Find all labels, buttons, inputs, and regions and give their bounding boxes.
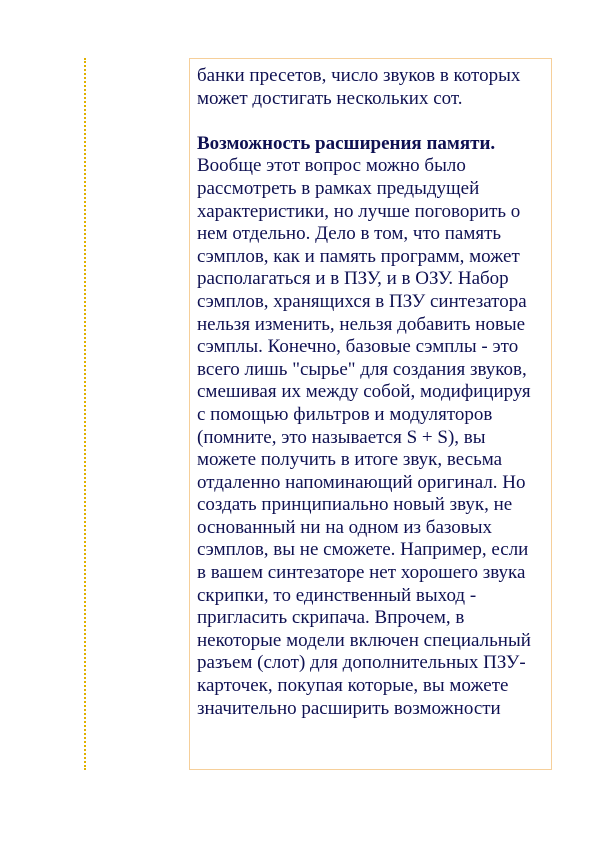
text-line: характеристики, но лучше поговорить о <box>197 200 521 222</box>
text-line: некоторые модели включен специальный <box>197 629 531 651</box>
text-line: сэмплов, как и память программ, может <box>197 245 520 267</box>
intro-paragraph <box>197 65 545 110</box>
text-line: скрипки, то единственный выход - <box>197 584 477 606</box>
text-line: нельзя изменить, нельзя добавить новые <box>197 313 526 335</box>
text-line: можете получить в итоге звук, весьма <box>197 449 503 471</box>
text-line: карточек, покупая которые, вы можете <box>197 675 509 697</box>
text-line: сэмплов, хранящихся в ПЗУ синтезатора <box>197 290 527 312</box>
text-line: основанный ни на одном из базовых <box>197 516 493 538</box>
text-line: пригласить скрипача. Впрочем, в <box>197 607 465 629</box>
text-line: сэмплы. Конечно, базовые сэмплы - это <box>197 336 519 358</box>
text-line: значительно расширить возможности <box>197 697 501 719</box>
text-line: создать принципиально новый звук, не <box>197 494 513 516</box>
text-line: всего лишь "сырье" для создания звуков, <box>197 358 527 380</box>
text-line: с помощью фильтров и модуляторов <box>197 403 493 425</box>
text-line: банки пресетов, число звуков в которых <box>197 65 521 86</box>
text-line: может достигать нескольких сот. <box>197 87 463 109</box>
text-line: сэмплов, вы не сможете. Например, если <box>197 539 529 561</box>
memory-expansion-paragraph <box>197 133 545 720</box>
text-line: разъем (слот) для дополнительных ПЗУ- <box>197 652 526 674</box>
text-line: смешивая их между собой, модифицируя <box>197 381 531 403</box>
text-line: рассмотреть в рамках предыдущей <box>197 177 480 199</box>
text-frame <box>189 58 552 770</box>
text-line: (помните, это называется S + S), вы <box>197 426 486 448</box>
paragraph-spacer <box>197 110 545 133</box>
text-line: в вашем синтезаторе нет хорошего звука <box>197 562 526 584</box>
section-heading: Возможность расширения памяти. <box>197 132 496 154</box>
text-line: располагаться и в ПЗУ, и в ОЗУ. Набор <box>197 268 509 290</box>
text-line: нем отдельно. Дело в том, что память <box>197 223 502 245</box>
margin-dotted-rule <box>84 58 86 770</box>
text-line: отдаленно напоминающий оригинал. Но <box>197 471 526 493</box>
text-line: Вообще этот вопрос можно было <box>197 155 466 177</box>
